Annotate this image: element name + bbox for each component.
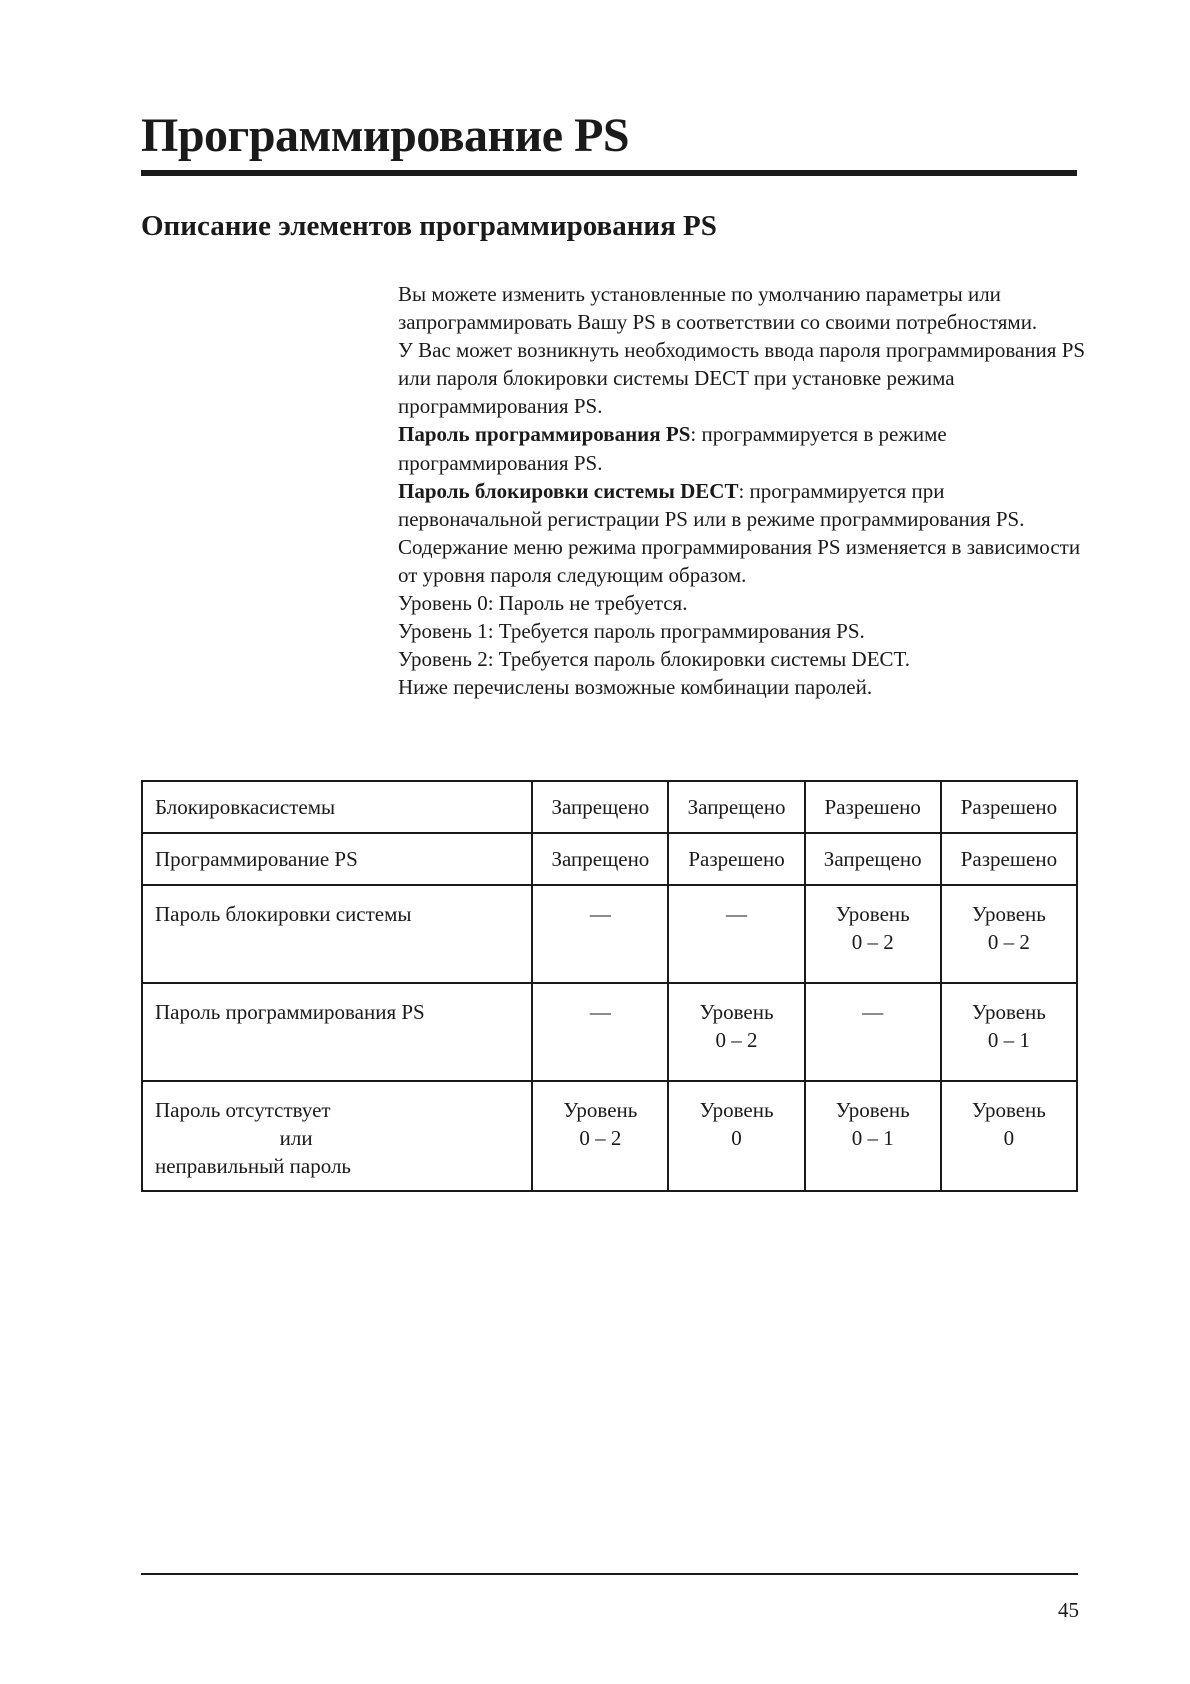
table-cell: Уровень 0 – 2	[532, 1081, 668, 1191]
intro-paragraph: Вы можете изменить установленные по умолчанию параметры или запрограммировать Вашу PS в соответствии со своими потребностями.	[398, 282, 1038, 335]
row-label: Программирование PS	[142, 833, 532, 885]
dect-password-note	[398, 477, 1088, 533]
table-row	[142, 983, 1077, 1081]
intro-text	[398, 280, 1088, 701]
ps-password-desc: : программируется в режиме программирования PS.	[398, 422, 947, 475]
table-cell: —	[805, 983, 941, 1081]
table-cell: Уровень 0 – 2	[668, 983, 804, 1081]
intro-paragraph: У Вас может возникнуть необходимость ввода пароля программирования PS или пароля блокировки системы DECT при установке режима программирования PS.	[398, 338, 1086, 419]
dect-password-term: Пароль блокировки системы DECT	[398, 478, 739, 503]
table-cell: Запрещено	[668, 781, 804, 833]
table-cell: Разрешено	[941, 833, 1077, 885]
row-label: Пароль программирования PS	[142, 983, 532, 1081]
intro-paragraph: Ниже перечислены возможные комбинации паролей.	[398, 675, 873, 700]
row-label: Пароль отсутствует или неправильный пароль	[142, 1081, 532, 1191]
table-cell: —	[668, 885, 804, 983]
intro-paragraph: Содержание меню режима программирования PS изменяется в зависимости от уровня пароля следующим образом.	[398, 534, 1081, 587]
table-cell: Уровень 0 – 1	[941, 983, 1077, 1081]
section-title: Описание элементов программирования PS	[141, 210, 717, 242]
table-row	[142, 1081, 1077, 1191]
table-cell: Разрешено	[941, 781, 1077, 833]
page-title: Программирование PS	[141, 109, 630, 162]
table-cell: Запрещено	[532, 781, 668, 833]
table-cell: Уровень 0 – 1	[805, 1081, 941, 1191]
table-cell: —	[532, 885, 668, 983]
ps-password-term: Пароль программирования PS	[398, 422, 691, 447]
level-2-line: Уровень 2: Требуется пароль блокировки системы DECT.	[398, 647, 911, 672]
table-row	[142, 833, 1077, 885]
dect-password-desc: : программируется при первоначальной регистрации PS или в режиме программирования PS.	[398, 478, 1025, 531]
table-cell: Разрешено	[805, 781, 941, 833]
level-0-line: Уровень 0: Пароль не требуется.	[398, 591, 688, 616]
level-1-line: Уровень 1: Требуется пароль программирования PS.	[398, 619, 865, 644]
row-label: Пароль блокировки системы	[142, 885, 532, 983]
page-number: 45	[1058, 1598, 1079, 1622]
password-combination-table	[141, 780, 1078, 1192]
table-cell: Уровень 0 – 2	[941, 885, 1077, 983]
table-cell: —	[532, 983, 668, 1081]
table-cell: Уровень 0	[941, 1081, 1077, 1191]
title-rule	[141, 170, 1077, 176]
row-label: Блокировкасистемы	[142, 781, 532, 833]
table-cell: Разрешено	[668, 833, 804, 885]
table-cell: Уровень 0	[668, 1081, 804, 1191]
table-row	[142, 781, 1077, 833]
table-cell: Уровень 0 – 2	[805, 885, 941, 983]
table-cell: Запрещено	[532, 833, 668, 885]
ps-password-note	[398, 420, 1088, 476]
table-cell: Запрещено	[805, 833, 941, 885]
table-row	[142, 885, 1077, 983]
footer-rule	[141, 1573, 1078, 1575]
